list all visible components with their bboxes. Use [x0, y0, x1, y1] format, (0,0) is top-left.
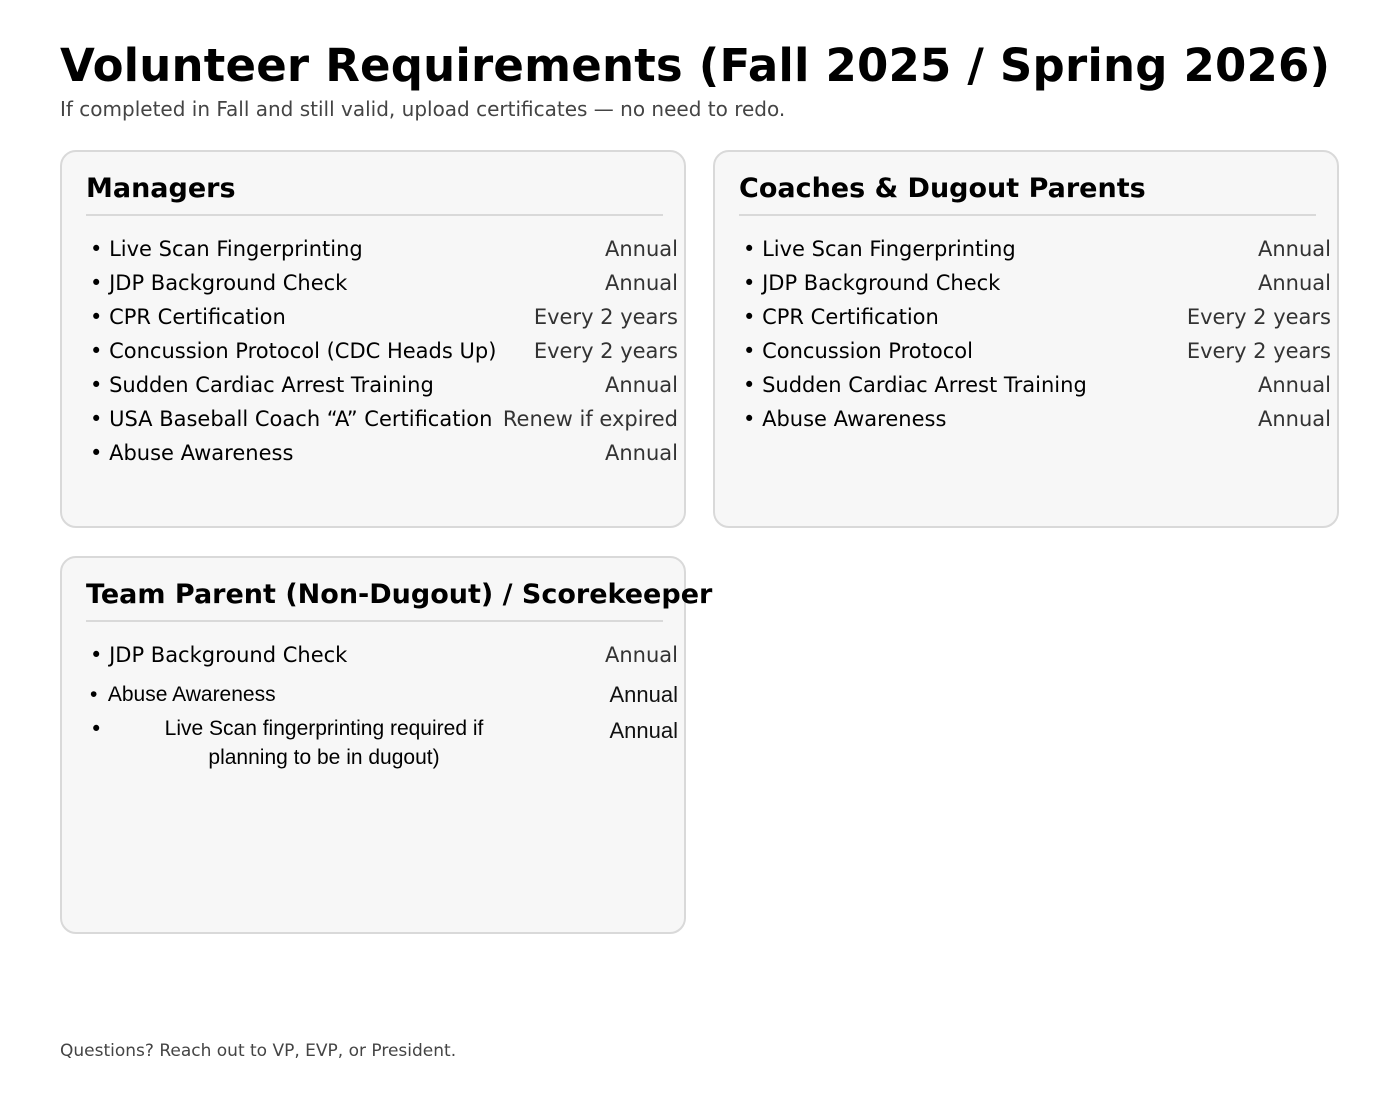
list-item: [90, 438, 678, 472]
team-parent-card: [60, 556, 713, 934]
requirement-name: [90, 302, 286, 332]
requirement-label: CPR Certification: [109, 305, 286, 329]
requirement-label: Sudden Cardiac Arrest Training: [762, 373, 1087, 397]
list-item: [90, 714, 678, 784]
list-item: [743, 302, 1331, 336]
requirement-frequency: Annual: [1258, 237, 1331, 261]
requirement-name: [90, 370, 434, 400]
list-item: [90, 674, 678, 714]
card-divider: [86, 620, 663, 622]
bullet: •: [90, 305, 103, 329]
bullet: •: [90, 237, 103, 261]
requirement-label: Live Scan Fingerprinting: [762, 237, 1016, 261]
requirement-frequency: Renew if expired: [502, 407, 678, 431]
requirement-name: [90, 640, 347, 670]
requirement-label: Live Scan Fingerprinting: [109, 237, 363, 261]
requirement-label: JDP Background Check: [762, 271, 1001, 295]
card-title: Team Parent (Non-Dugout) / Scorekeeper: [86, 579, 713, 610]
card-title: Managers: [86, 173, 236, 204]
bullet: •: [90, 683, 98, 706]
managers-card: [60, 150, 686, 528]
list-item: [743, 336, 1331, 370]
requirement-label: JDP Background Check: [109, 643, 348, 667]
list-item: [90, 404, 678, 438]
requirement-frequency: Annual: [1258, 407, 1331, 431]
bullet: •: [90, 339, 103, 363]
requirement-name: [90, 336, 496, 366]
requirement-name: [743, 268, 1000, 298]
list-item: [90, 302, 678, 336]
requirement-frequency: Annual: [609, 718, 678, 743]
requirement-label: Sudden Cardiac Arrest Training: [109, 373, 434, 397]
bullet: •: [743, 237, 756, 261]
requirement-name: [90, 438, 293, 468]
requirement-frequency: Every 2 years: [1186, 339, 1331, 363]
card-divider: [739, 214, 1316, 216]
list-item: [90, 370, 678, 404]
requirement-name: [90, 268, 347, 298]
requirement-frequency: Annual: [1258, 271, 1331, 295]
requirement-label: Live Scan fingerprinting required if planning to be in dugout): [164, 717, 484, 769]
requirement-frequency: Every 2 years: [533, 339, 678, 363]
requirement-frequency: Every 2 years: [1186, 305, 1331, 329]
list-item: [743, 234, 1331, 268]
requirement-name: [90, 680, 276, 710]
coaches-card: [713, 150, 1339, 528]
bullet: •: [743, 339, 756, 363]
requirement-label: Abuse Awareness: [107, 683, 276, 706]
bullet: •: [743, 407, 756, 431]
bullet: •: [90, 441, 103, 465]
requirement-frequency: Annual: [605, 237, 678, 261]
bullet: •: [743, 305, 756, 329]
list-item: [90, 336, 678, 370]
requirement-label: USA Baseball Coach “A” Certification: [109, 407, 493, 431]
requirement-label: Concussion Protocol (CDC Heads Up): [109, 339, 497, 363]
requirement-name: [743, 336, 973, 366]
card-title: Coaches & Dugout Parents: [739, 173, 1146, 204]
requirement-label: Abuse Awareness: [762, 407, 947, 431]
list-item: [90, 234, 678, 268]
requirement-frequency: Annual: [605, 271, 678, 295]
requirements-list: [743, 234, 1331, 438]
page-subtitle: If completed in Fall and still valid, upload certificates — no need to redo.: [60, 97, 786, 121]
list-item: [90, 640, 678, 674]
requirement-frequency: Annual: [605, 373, 678, 397]
list-item: [743, 370, 1331, 404]
bullet: •: [90, 717, 103, 741]
card-divider: [86, 214, 663, 216]
requirement-label: Abuse Awareness: [109, 441, 294, 465]
requirement-frequency: Annual: [1258, 373, 1331, 397]
requirement-frequency: Annual: [605, 441, 678, 465]
requirements-list: [90, 640, 678, 784]
requirement-name: [743, 302, 939, 332]
footer-note: Questions? Reach out to VP, EVP, or President.: [60, 1041, 457, 1061]
bullet: •: [743, 271, 756, 295]
requirement-label: CPR Certification: [762, 305, 939, 329]
requirement-frequency: Annual: [605, 643, 678, 667]
requirement-label: JDP Background Check: [109, 271, 348, 295]
requirement-name: [743, 370, 1087, 400]
list-item: [743, 404, 1331, 438]
requirement-name: [90, 404, 492, 434]
requirement-name: [743, 234, 1016, 264]
requirement-label: Concussion Protocol: [762, 339, 973, 363]
requirement-name: [90, 234, 363, 264]
bullet: •: [90, 271, 103, 295]
bullet: •: [90, 407, 103, 431]
list-item: [90, 268, 678, 302]
bullet: •: [90, 373, 103, 397]
bullet: •: [743, 373, 756, 397]
page-title: Volunteer Requirements (Fall 2025 / Spring 2026): [60, 39, 1331, 92]
requirement-name: [743, 404, 946, 434]
bullet: •: [90, 643, 103, 667]
requirement-frequency: Annual: [609, 682, 678, 707]
requirements-list: [90, 234, 678, 472]
list-item: [743, 268, 1331, 302]
requirement-frequency: Every 2 years: [533, 305, 678, 329]
